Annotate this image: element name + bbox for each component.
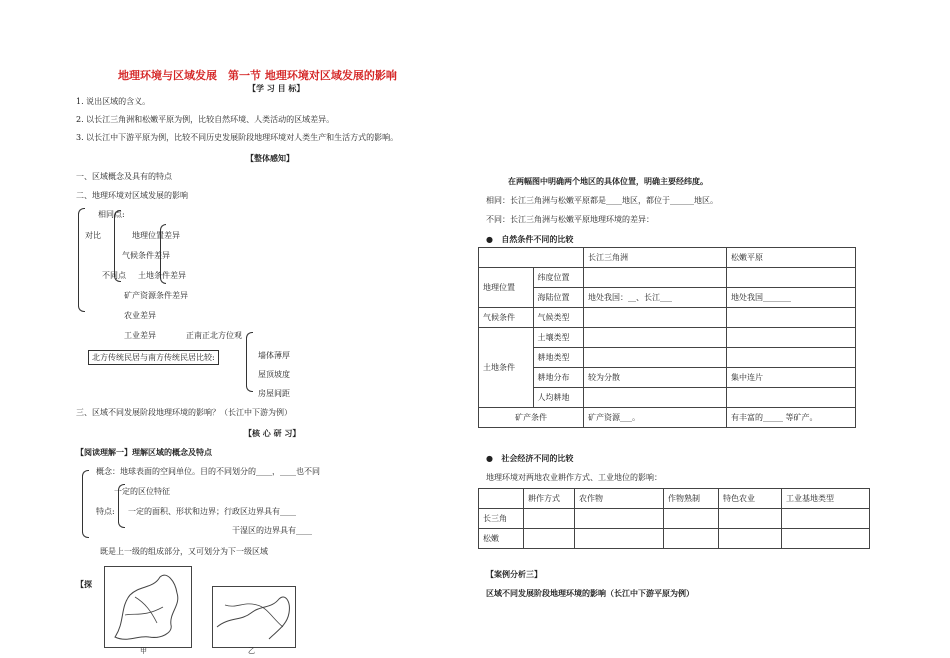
social-header: 社会经济不同的比较 xyxy=(501,453,574,463)
table-cell[interactable]: 有丰富的_____ 等矿产。 xyxy=(727,408,856,428)
item-climate: 气候条件差异 xyxy=(122,251,170,260)
social-intro: 地理环境对两地农业耕作方式、工业地位的影响： xyxy=(486,473,662,482)
reading-features-label: 特点: xyxy=(96,507,115,516)
reading-hierarchy: 既是上一级的组成部分，又可划分为下一级区域 xyxy=(100,547,268,556)
table-row xyxy=(479,408,856,428)
overview-line-1: 一、区域概念及具有的特点 xyxy=(76,172,172,181)
table-cell[interactable] xyxy=(524,529,575,549)
item-land: 土地条件差异 xyxy=(138,271,186,280)
table-cell[interactable] xyxy=(584,308,727,328)
table-cell[interactable] xyxy=(575,509,664,529)
table-row xyxy=(479,248,856,268)
table-row xyxy=(479,328,856,348)
table-cell: 气候类型 xyxy=(533,308,584,328)
social-table xyxy=(478,488,870,549)
table-cell[interactable]: 矿产资源___。 xyxy=(584,408,727,428)
map-yi-label: 乙 xyxy=(248,647,255,655)
natural-header-row xyxy=(486,234,573,245)
same-label: 相同点: xyxy=(98,210,125,219)
case-header: 【案例分析三】 xyxy=(486,569,542,579)
table-row-label: 长三角 xyxy=(479,509,524,529)
table-cell: 海陆位置 xyxy=(533,288,584,308)
table-cell[interactable] xyxy=(719,529,782,549)
right-same: 相同：长江三角洲与松嫩平原都是____地区，都位于______地区。 xyxy=(486,196,718,205)
table-cell xyxy=(479,489,524,509)
item-mineral: 矿产资源条件差异 xyxy=(124,291,188,300)
table-row xyxy=(479,529,870,549)
objectives-header: 【学 习 目 标】 xyxy=(248,83,305,93)
table-header-cell: 作物熟制 xyxy=(664,489,719,509)
table-cell[interactable] xyxy=(782,509,870,529)
table-cell[interactable] xyxy=(727,348,856,368)
item-location: 地理位置差异 xyxy=(132,231,180,240)
table-row-label: 松嫩 xyxy=(479,529,524,549)
core-header: 【核 心 研 习】 xyxy=(244,428,301,438)
bullet-icon: ● xyxy=(486,234,493,244)
reading-feature-1: 一定的面积、形状和边界；行政区边界具有____ xyxy=(128,507,296,516)
page-title: 地理环境与区域发展 第一节 地理环境对区域发展的影响 xyxy=(118,69,397,82)
explore-label: 【探 xyxy=(76,579,92,589)
table-cell[interactable] xyxy=(584,348,727,368)
table-cell[interactable] xyxy=(584,268,727,288)
table-cell[interactable] xyxy=(664,509,719,529)
table-cell: 较为分散 xyxy=(584,368,727,388)
table-group-cell: 矿产条件 xyxy=(479,408,584,428)
compare-brace xyxy=(78,208,85,312)
right-diff: 不同：长江三角洲与松嫩平原地理环境的差异： xyxy=(486,215,654,224)
map-jia xyxy=(104,566,192,648)
table-header-cell: 耕作方式 xyxy=(524,489,575,509)
table-row xyxy=(479,388,856,408)
table-cell: 人均耕地 xyxy=(533,388,584,408)
map-jia-outline xyxy=(105,567,191,647)
table-row xyxy=(479,489,870,509)
item-agriculture: 农业差异 xyxy=(124,311,156,320)
table-header-cell: 工业基地类型 xyxy=(782,489,870,509)
table-row xyxy=(479,348,856,368)
table-cell[interactable] xyxy=(727,388,856,408)
table-header-cell: 特色农业 xyxy=(719,489,782,509)
table-cell[interactable]: 地处我国_______ xyxy=(727,288,856,308)
table-row xyxy=(479,288,856,308)
map-yi-outline xyxy=(213,587,295,647)
table-cell[interactable] xyxy=(727,268,856,288)
bullet-icon: ● xyxy=(486,453,493,463)
table-cell[interactable] xyxy=(727,328,856,348)
map-jia-label: 甲 xyxy=(140,647,147,655)
map-yi xyxy=(212,586,296,648)
table-row xyxy=(479,509,870,529)
table-cell[interactable] xyxy=(584,388,727,408)
house-brace xyxy=(246,332,253,392)
house-roof: 屋顶坡度 xyxy=(258,370,290,379)
reading-boundary: 一定的区位特征 xyxy=(114,487,170,496)
natural-header: 自然条件不同的比较 xyxy=(501,234,574,244)
table-group-cell: 地理位置 xyxy=(479,268,534,308)
objective-1: 1. 说出区域的含义。 xyxy=(76,97,151,106)
reading-brace xyxy=(82,470,89,538)
reading-feature-2: 干湿区的边界具有____ xyxy=(232,526,312,535)
table-cell[interactable] xyxy=(719,509,782,529)
table-cell: 集中连片 xyxy=(727,368,856,388)
table-row xyxy=(479,308,856,328)
table-cell[interactable] xyxy=(524,509,575,529)
table-cell[interactable] xyxy=(575,529,664,549)
reading-concept: 概念：地球表面的空间单位。目的不同划分的____，____也不同 xyxy=(96,467,320,476)
table-row xyxy=(479,368,856,388)
overview-line-2: 二、地理环境对区域发展的影响 xyxy=(76,191,188,200)
table-header-cell: 农作物 xyxy=(575,489,664,509)
house-wall: 墙体薄厚 xyxy=(258,351,290,360)
objective-3: 3. 以长江中下游平原为例，比较不同历史发展阶段地理环境对人类生产和生活方式的影响。 xyxy=(76,133,399,142)
case-title: 区域不同发展阶段地理环境的影响（长江中下游平原为例） xyxy=(486,588,694,598)
table-cell[interactable] xyxy=(727,308,856,328)
table-header-cell: 松嫩平原 xyxy=(727,248,856,268)
compare-label: 对比 xyxy=(85,231,101,240)
table-cell[interactable] xyxy=(664,529,719,549)
table-cell[interactable] xyxy=(584,328,727,348)
house-compare-box: 北方传统民居与南方传统民居比较: xyxy=(88,350,219,365)
right-intro: 在两幅图中明确两个地区的具体位置，明确主要经纬度。 xyxy=(508,176,708,186)
house-spacing: 房屋间距 xyxy=(258,389,290,398)
overview-line-3: 三、区域不同发展阶段地理环境的影响？（长江中下游为例） xyxy=(76,408,292,417)
table-cell[interactable] xyxy=(782,529,870,549)
table-cell xyxy=(533,248,584,268)
item-industry: 工业差异 xyxy=(124,331,156,340)
social-header-row xyxy=(486,453,573,464)
natural-table xyxy=(478,247,856,428)
orientation-text: 正南正北方位观 xyxy=(186,331,242,340)
objective-2: 2. 以长江三角洲和松嫩平原为例，比较自然环境、人类活动的区域差异。 xyxy=(76,115,335,124)
table-cell: 土壤类型 xyxy=(533,328,584,348)
table-cell: 耕地类型 xyxy=(533,348,584,368)
table-row xyxy=(479,268,856,288)
overview-header: 【整体感知】 xyxy=(246,153,294,163)
table-cell: 耕地分布 xyxy=(533,368,584,388)
table-header-cell: 长江三角洲 xyxy=(584,248,727,268)
table-cell xyxy=(479,248,534,268)
table-cell: 纬度位置 xyxy=(533,268,584,288)
reading-header: 【阅读理解一】理解区域的概念及特点 xyxy=(76,447,212,457)
table-group-cell: 土地条件 xyxy=(479,328,534,408)
table-group-cell: 气候条件 xyxy=(479,308,534,328)
table-cell[interactable]: 地处我国：__、长江___ xyxy=(584,288,727,308)
diff-label: 不同点 xyxy=(102,271,126,280)
